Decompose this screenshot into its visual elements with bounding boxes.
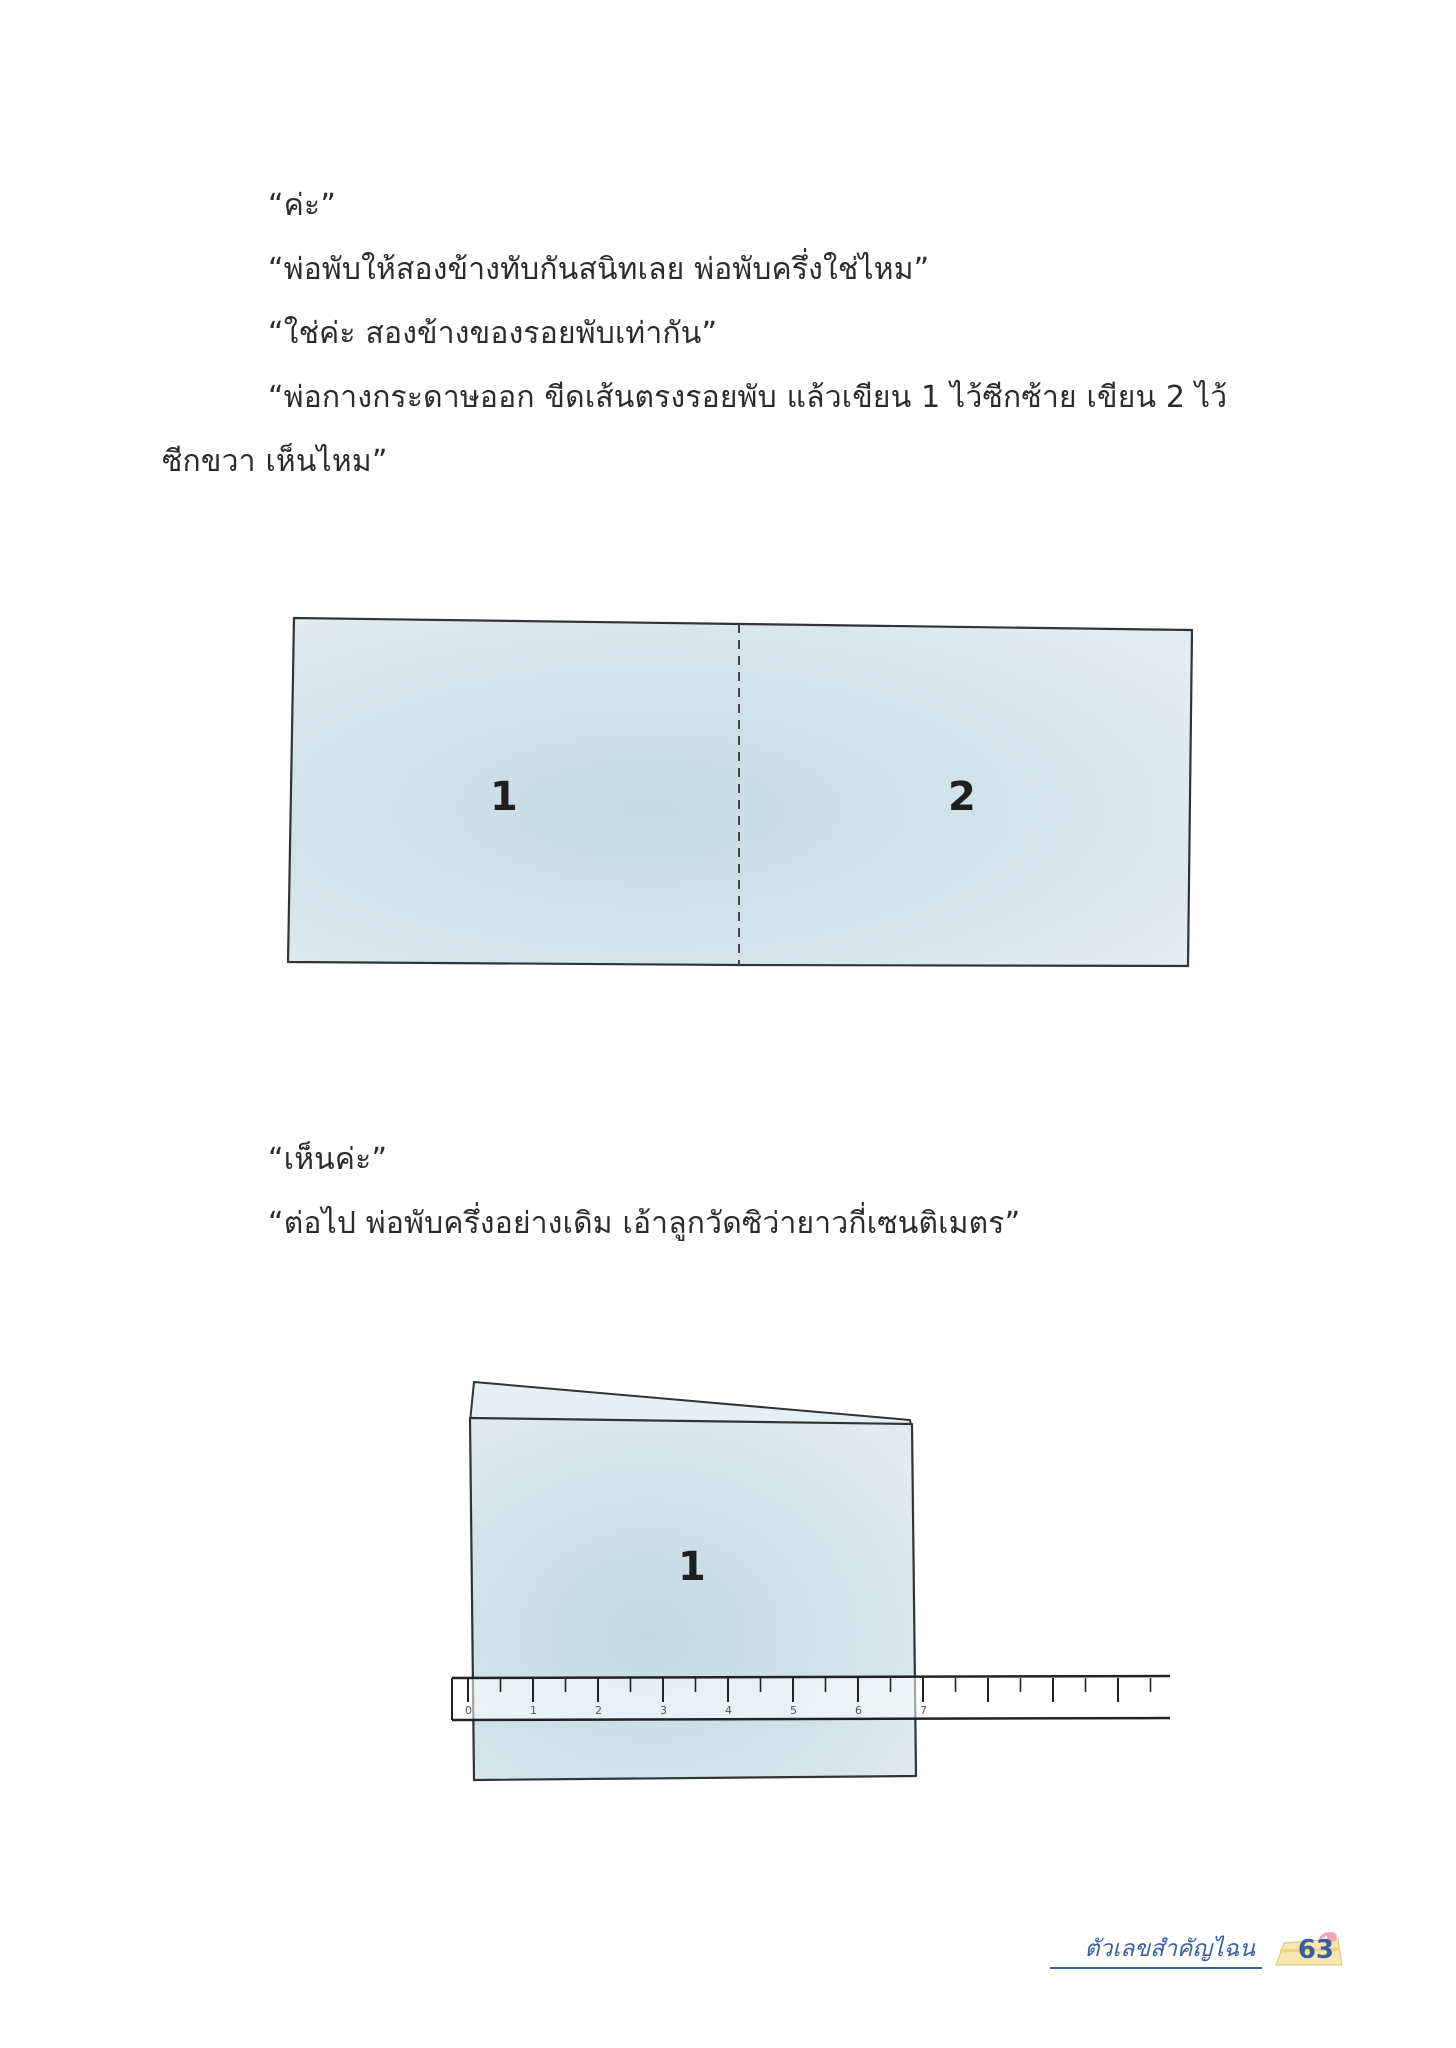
ruler-number: 3 [660, 1704, 667, 1717]
unfolded-paper-illustration [280, 610, 1200, 980]
ruler-number: 5 [790, 1704, 797, 1717]
page-number: 63 [1297, 1935, 1334, 1965]
ruler-number: 0 [465, 1704, 472, 1717]
dialogue-line-4a: “พ่อกางกระดาษออก ขีดเส้นตรงรอยพับ แล้วเขียน 1 ไว้ซีกซ้าย เขียน 2 ไว้ [268, 380, 1228, 415]
dialogue-line-2: “พ่อพับให้สองข้างทับกันสนิทเลย พ่อพับครึ่งใช่ไหม” [268, 252, 930, 287]
ruler-number: 7 [920, 1704, 927, 1717]
book-title: ตัวเลขสำคัญไฉน [1084, 1936, 1255, 1962]
dialogue-line-4b: ซีกขวา เห็นไหม” [162, 444, 388, 479]
ruler-number: 6 [855, 1704, 862, 1717]
folded-half-label: 1 [678, 1544, 706, 1590]
footer-rule [1050, 1967, 1262, 1969]
dialogue-line-6: “ต่อไป พ่อพับครึ่งอย่างเดิม เอ้าลูกวัดซิว่ายาวกี่เซนติเมตร” [268, 1206, 1021, 1241]
ruler [452, 1676, 1170, 1720]
page-footer [1050, 1925, 1350, 1975]
folded-paper-with-ruler-illustration [440, 1380, 1180, 1800]
ruler-number: 2 [595, 1704, 602, 1717]
dialogue-line-5: “เห็นค่ะ” [268, 1142, 388, 1177]
dialogue-line-3: “ใช่ค่ะ สองข้างของรอยพับเท่ากัน” [268, 316, 718, 351]
page-number-badge [1270, 1927, 1348, 1969]
ruler-number: 4 [725, 1704, 732, 1717]
paper-front-sheet [470, 1418, 916, 1780]
half-label-1: 1 [490, 774, 518, 820]
half-label-2: 2 [948, 774, 976, 820]
dialogue-line-1: “ค่ะ” [268, 188, 337, 223]
ruler-number: 1 [530, 1704, 537, 1717]
